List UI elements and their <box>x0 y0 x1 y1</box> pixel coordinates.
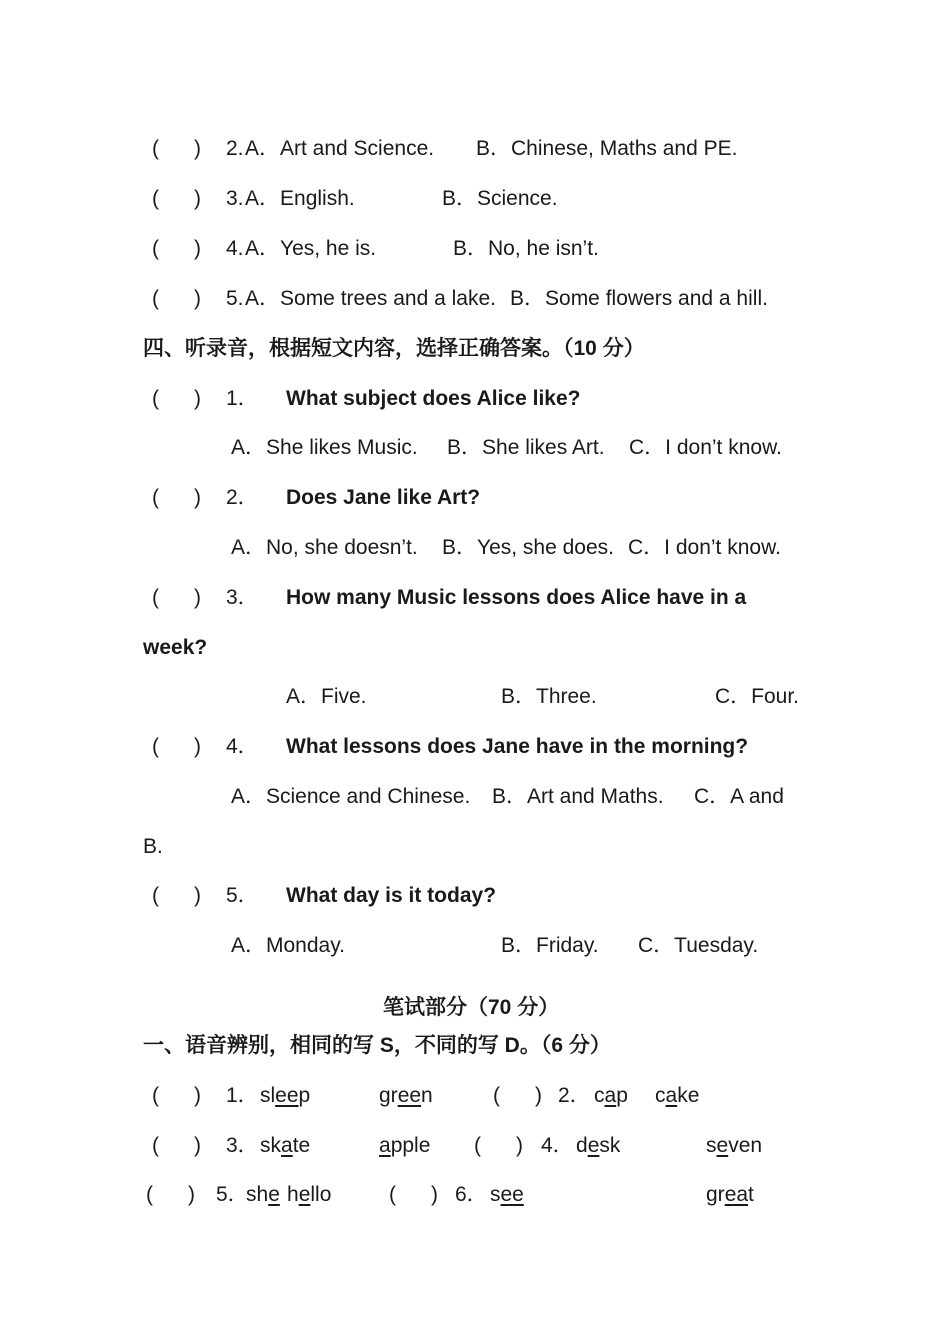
target-letters: e <box>298 1183 311 1206</box>
question-text: What subject does Alice like? <box>286 387 581 410</box>
answer-paren[interactable]: ( ) <box>152 486 201 509</box>
question-number: 1． <box>226 387 259 410</box>
option-a: A．Some trees and a lake. <box>245 287 496 310</box>
word: apple <box>379 1134 431 1157</box>
target-letters: ee <box>275 1084 299 1107</box>
word: cake <box>655 1084 700 1107</box>
option-c: C．I don’t know. <box>628 536 781 559</box>
answer-paren[interactable]: ( ) <box>474 1134 523 1157</box>
target-letters: e <box>716 1134 729 1157</box>
item-number: 4． <box>541 1134 574 1157</box>
question-text: What lessons does Jane have in the morning? <box>286 735 749 758</box>
answer-paren[interactable]: ( ) <box>152 187 201 210</box>
option-a: A．Art and Science. <box>245 137 435 160</box>
option-a: A．Yes, he is. <box>245 237 377 260</box>
question-text: Does Jane like Art? <box>286 486 481 509</box>
option-b: B．Three. <box>501 685 597 708</box>
word: sleep <box>260 1084 311 1107</box>
answer-paren[interactable]: ( ) <box>152 586 201 609</box>
option-a: A．She likes Music. <box>231 436 418 459</box>
item-number: 2. <box>226 137 244 160</box>
option-b: B．Friday. <box>501 934 599 957</box>
option-b: B．Art and Maths. <box>492 785 664 808</box>
word: skate <box>260 1134 311 1157</box>
option-b: B．Yes, she does. <box>442 536 614 559</box>
answer-paren[interactable]: ( ) <box>152 287 201 310</box>
word: she <box>246 1183 280 1206</box>
option-c-continued: B. <box>143 835 163 858</box>
option-b: B．She likes Art. <box>447 436 605 459</box>
answer-paren[interactable]: ( ) <box>152 137 201 160</box>
option-b: B．No, he isn’t. <box>453 237 599 260</box>
answer-paren[interactable]: ( ) <box>146 1183 195 1206</box>
question-text: What day is it today? <box>286 884 497 907</box>
option-c: C．A and <box>694 785 784 808</box>
answer-paren[interactable]: ( ) <box>152 1134 201 1157</box>
question-text: How many Music lessons does Alice have in a <box>286 586 747 609</box>
section-heading: 四、听录音，根据短文内容，选择正确答案。（10 分） <box>143 337 645 360</box>
option-a: A．Monday. <box>231 934 345 957</box>
target-letters: ee <box>397 1084 422 1107</box>
target-letters: a <box>379 1134 391 1157</box>
item-number: 6． <box>455 1183 488 1206</box>
option-c: C．Four. <box>715 685 800 708</box>
question-number: 2． <box>226 486 259 509</box>
option-c: C．I don’t know. <box>629 436 782 459</box>
answer-paren[interactable]: ( ) <box>152 237 201 260</box>
word: green <box>379 1084 433 1107</box>
question-number: 4． <box>226 735 259 758</box>
option-b: B．Science. <box>442 187 558 210</box>
section-heading: 一、语音辨别，相同的写 S，不同的写 D。（6 分） <box>143 1034 611 1057</box>
target-letters: a <box>281 1134 293 1157</box>
word: see <box>490 1183 524 1206</box>
answer-paren[interactable]: ( ) <box>152 884 201 907</box>
option-a: A．English. <box>245 187 355 210</box>
item-number: 2． <box>558 1084 591 1107</box>
word: great <box>706 1183 754 1206</box>
target-letters: ea <box>724 1183 749 1206</box>
item-number: 5． <box>216 1183 249 1206</box>
answer-paren[interactable]: ( ) <box>152 1084 201 1107</box>
answer-paren[interactable]: ( ) <box>152 387 201 410</box>
option-a: A．Science and Chinese. <box>231 785 471 808</box>
word: desk <box>576 1134 621 1157</box>
target-letters: a <box>604 1084 617 1107</box>
word: seven <box>706 1134 763 1157</box>
option-b: B．Chinese, Maths and PE. <box>476 137 738 160</box>
option-a: A．No, she doesn’t. <box>231 536 418 559</box>
question-number: 5． <box>226 884 259 907</box>
target-letters: e <box>268 1183 280 1206</box>
question-number: 3． <box>226 586 259 609</box>
answer-paren[interactable]: ( ) <box>389 1183 438 1206</box>
item-number: 3． <box>226 1134 259 1157</box>
option-a: A．Five. <box>286 685 367 708</box>
item-number: 5. <box>226 287 244 310</box>
target-letters: a <box>665 1084 678 1107</box>
word: hello <box>287 1183 332 1206</box>
question-text-continued: week? <box>143 636 208 659</box>
item-number: 3. <box>226 187 244 210</box>
option-b: B．Some flowers and a hill. <box>510 287 768 310</box>
target-letters: ee <box>500 1183 524 1206</box>
target-letters: e <box>587 1134 600 1157</box>
written-part-title: 笔试部分（70 分） <box>383 996 560 1019</box>
answer-paren[interactable]: ( ) <box>493 1084 542 1107</box>
item-number: 1． <box>226 1084 259 1107</box>
answer-paren[interactable]: ( ) <box>152 735 201 758</box>
word: cap <box>594 1084 628 1107</box>
item-number: 4. <box>226 237 244 260</box>
option-c: C．Tuesday. <box>638 934 759 957</box>
